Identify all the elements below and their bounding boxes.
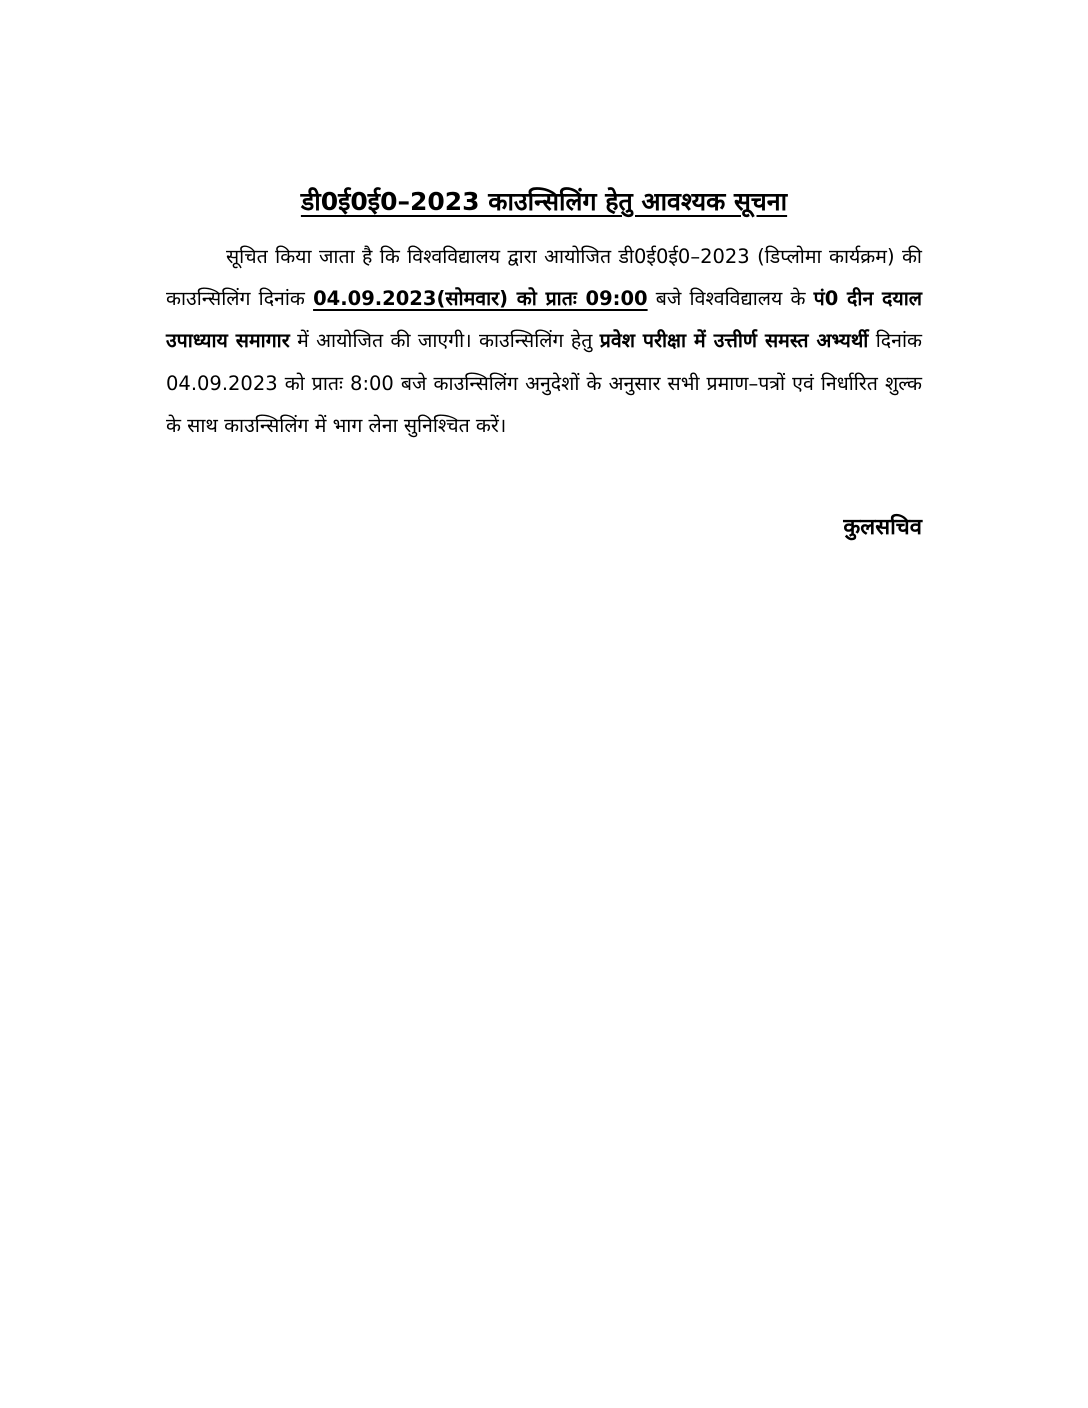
paragraph-part-3: में आयोजित की जाएगी। काउन्सिलिंग हेतु bbox=[289, 329, 600, 353]
paragraph-part-2: बजे विश्वविद्यालय के bbox=[647, 287, 814, 311]
signature-registrar: कुलसचिव bbox=[843, 515, 922, 540]
counselling-date-time bbox=[313, 287, 648, 310]
counselling-venue: पं0 दीन दयाल उपाध्याय समागार bbox=[166, 287, 922, 353]
notice-title bbox=[0, 182, 1088, 222]
paragraph-part-1: सूचित किया जाता है कि विश्वविद्यालय द्वारा आयोजित डी0ई0ई0–2023 (डिप्लोमा कार्यक्रम) की काउन्सिलिंग दिनांक bbox=[166, 245, 922, 311]
paragraph-part-4: दिनांक 04.09.2023 को प्रातः 8:00 बजे काउन्सिलिंग अनुदेशों के अनुसार सभी प्रमाण–पत्रों एवं निर्धारित शुल्क के साथ काउन्सिलिंग में भाग लेना सुनिश्चित करें। bbox=[166, 329, 923, 437]
eligible-candidates: प्रवेश परीक्षा में उत्तीर्ण समस्त अभ्यर्थी bbox=[599, 329, 869, 353]
counselling-date-time-text: 04.09.2023(सोमवार) को प्रातः 09:00 bbox=[313, 287, 648, 311]
notice-paragraph bbox=[166, 236, 922, 447]
notice-title-text: डी0ई0ई0–2023 काउन्सिलिंग हेतु आवश्यक सूचना bbox=[300, 187, 788, 216]
